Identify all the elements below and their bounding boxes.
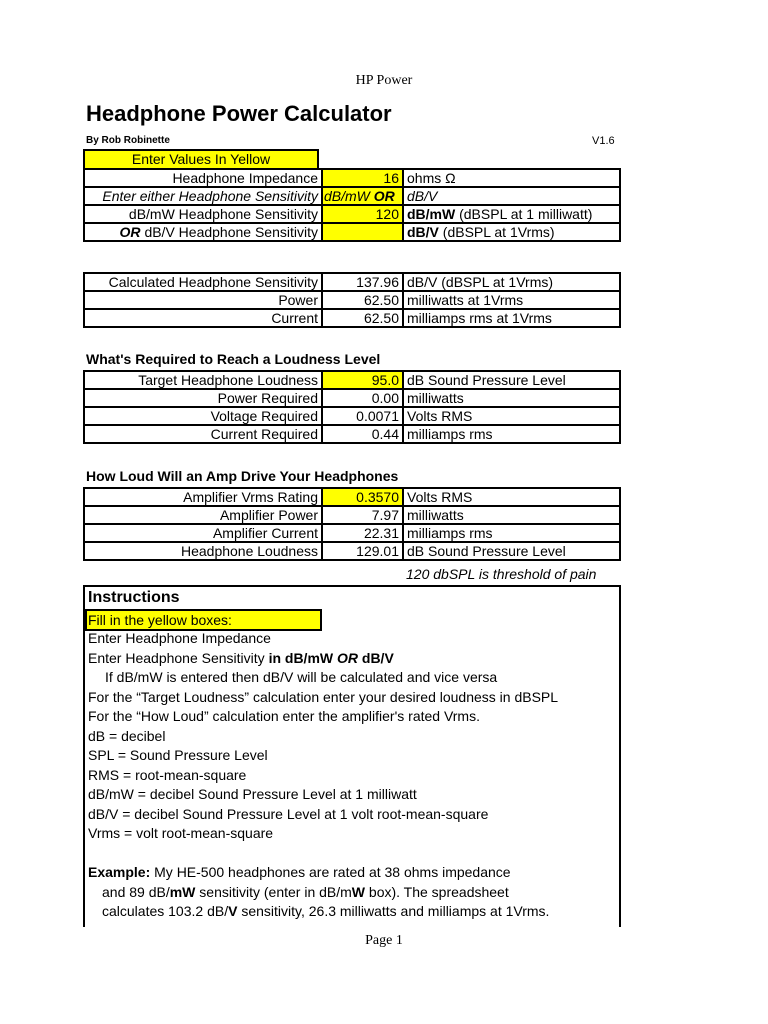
voltage-required-unit: Volts RMS	[403, 407, 620, 425]
power-required-value: 0.00	[322, 389, 403, 407]
calc-power-value: 62.50	[322, 291, 403, 309]
amp-vrms-label: Amplifier Vrms Rating	[84, 488, 322, 506]
ex3a: calculates 103.2 dB/	[102, 903, 229, 919]
impedance-unit: ohms Ω	[403, 169, 620, 187]
instr-l2b: in dB/mW	[268, 650, 337, 666]
amp-heading: How Loud Will an Amp Drive Your Headphones	[86, 468, 399, 484]
example-line	[102, 903, 549, 919]
calc-current-label: Current	[84, 309, 322, 327]
dbv-label-text: dB/V Headphone Sensitivity	[144, 224, 318, 240]
page-header: HP Power	[355, 73, 413, 88]
amp-table	[83, 487, 621, 561]
loudness-heading: What's Required to Reach a Loudness Level	[86, 351, 381, 367]
voltage-required-label: Voltage Required	[84, 407, 322, 425]
voltage-required-value: 0.0071	[322, 407, 403, 425]
dbv-unit	[403, 223, 620, 241]
calc-sensitivity-unit: dB/V (dBSPL at 1Vrms)	[403, 273, 620, 291]
pain-threshold-note: 120 dbSPL is threshold of pain	[406, 566, 597, 582]
instruction-line	[88, 650, 394, 666]
amp-power-value: 7.97	[322, 506, 403, 524]
table-row	[84, 223, 620, 241]
dbmw-unit-bold: dB/mW	[407, 206, 456, 222]
ex3c: sensitivity, 26.3 milliwatts and milliamps at 1Vrms.	[237, 903, 550, 919]
table-row	[84, 205, 620, 223]
ex2e: box). The spreadsheet	[365, 884, 509, 900]
amp-vrms-input[interactable]: 0.3570	[322, 488, 403, 506]
example-text-1: My HE-500 headphones are rated at 38 ohms impedance	[150, 864, 511, 880]
impedance-input[interactable]: 16	[322, 169, 403, 187]
table-row	[84, 389, 620, 407]
ex2c: sensitivity (enter in dB/m	[195, 884, 352, 900]
calc-sensitivity-value: 137.96	[322, 273, 403, 291]
table-row	[84, 524, 620, 542]
table-row	[84, 407, 620, 425]
enter-values-banner: Enter Values In Yellow	[83, 149, 319, 170]
table-row	[84, 291, 620, 309]
dbmw-label: dB/mW Headphone Sensitivity	[84, 205, 322, 223]
page-number: Page 1	[365, 933, 403, 948]
target-loudness-unit: dB Sound Pressure Level	[403, 371, 620, 389]
page-title: Headphone Power Calculator	[86, 101, 392, 126]
instr-l2a: Enter Headphone Sensitivity	[88, 650, 269, 666]
input-table	[83, 168, 621, 242]
target-loudness-input[interactable]: 95.0	[322, 371, 403, 389]
instructions-title: Instructions	[88, 589, 180, 606]
dbmw-unit-desc: (dBSPL at 1 milliwatt)	[459, 206, 593, 222]
sensitivity-choice-unit: dB/V	[403, 187, 620, 205]
calc-power-unit: milliwatts at 1Vrms	[403, 291, 620, 309]
version-label: V1.6	[592, 135, 615, 147]
table-row	[84, 425, 620, 443]
sensitivity-choice-label: Enter either Headphone Sensitivity	[84, 187, 322, 205]
calc-sensitivity-label: Calculated Headphone Sensitivity	[84, 273, 322, 291]
instr-l2c: OR	[337, 650, 358, 666]
headphone-loudness-label: Headphone Loudness	[84, 542, 322, 560]
dbmw-input[interactable]: 120	[322, 205, 403, 223]
instruction-line: RMS = root-mean-square	[88, 767, 247, 783]
example-line	[102, 884, 509, 900]
amp-vrms-unit: Volts RMS	[403, 488, 620, 506]
current-required-unit: milliamps rms	[403, 425, 620, 443]
dbv-unit-desc: (dBSPL at 1Vrms)	[442, 224, 555, 240]
instruction-line: dB/mW = decibel Sound Pressure Level at 1 milliwatt	[88, 786, 417, 802]
dbv-input[interactable]	[322, 223, 403, 241]
amp-current-label: Amplifier Current	[84, 524, 322, 542]
power-required-label: Power Required	[84, 389, 322, 407]
impedance-label: Headphone Impedance	[84, 169, 322, 187]
target-loudness-label: Target Headphone Loudness	[84, 371, 322, 389]
current-required-label: Current Required	[84, 425, 322, 443]
amp-power-label: Amplifier Power	[84, 506, 322, 524]
sensitivity-choice-value	[322, 187, 403, 205]
instruction-line: If dB/mW is entered then dB/V will be calculated and vice versa	[105, 669, 498, 685]
instruction-line: For the “Target Loudness” calculation enter your desired loudness in dBSPL	[88, 689, 559, 705]
choice-or: OR	[373, 188, 395, 204]
headphone-loudness-value: 129.01	[322, 542, 403, 560]
instruction-line: For the “How Loud” calculation enter the amplifier's rated Vrms.	[88, 708, 480, 724]
calc-power-label: Power	[84, 291, 322, 309]
table-row	[84, 506, 620, 524]
ex2a: and 89 dB/	[102, 884, 170, 900]
instr-l2d: dB/V	[358, 650, 394, 666]
instruction-line: dB = decibel	[88, 728, 166, 744]
fill-yellow-text: Fill in the yellow boxes:	[88, 612, 232, 628]
choice-dbmw: dB/mW	[324, 188, 370, 204]
example-label: Example:	[88, 864, 151, 880]
table-row	[84, 187, 620, 205]
instruction-line: Enter Headphone Impedance	[88, 630, 271, 646]
fill-yellow-note	[85, 609, 322, 631]
dbmw-unit	[403, 205, 620, 223]
instruction-line: Vrms = volt root-mean-square	[88, 825, 274, 841]
loudness-table	[83, 370, 621, 444]
amp-current-unit: milliamps rms	[403, 524, 620, 542]
calc-current-value: 62.50	[322, 309, 403, 327]
ex3b: V	[228, 903, 238, 919]
table-row	[84, 309, 620, 327]
table-row	[84, 488, 620, 506]
table-row	[84, 169, 620, 187]
amp-power-unit: milliwatts	[403, 506, 620, 524]
power-required-unit: milliwatts	[403, 389, 620, 407]
headphone-loudness-unit: dB Sound Pressure Level	[403, 542, 620, 560]
table-row	[84, 273, 620, 291]
dbv-unit-bold: dB/V	[407, 224, 439, 240]
amp-current-value: 22.31	[322, 524, 403, 542]
ex2d: W	[351, 884, 366, 900]
ex2b: mW	[169, 884, 196, 900]
calc-table	[83, 272, 621, 328]
table-row	[84, 371, 620, 389]
dbv-or: OR	[119, 224, 141, 240]
example-line	[88, 864, 511, 880]
instruction-line: SPL = Sound Pressure Level	[88, 747, 268, 763]
calc-current-unit: milliamps rms at 1Vrms	[403, 309, 620, 327]
instruction-line: dB/V = decibel Sound Pressure Level at 1 volt root-mean-square	[88, 806, 489, 822]
dbv-label	[84, 223, 322, 241]
author-byline: By Rob Robinette	[86, 135, 170, 146]
instructions-panel	[83, 585, 621, 927]
current-required-value: 0.44	[322, 425, 403, 443]
table-row	[84, 542, 620, 560]
